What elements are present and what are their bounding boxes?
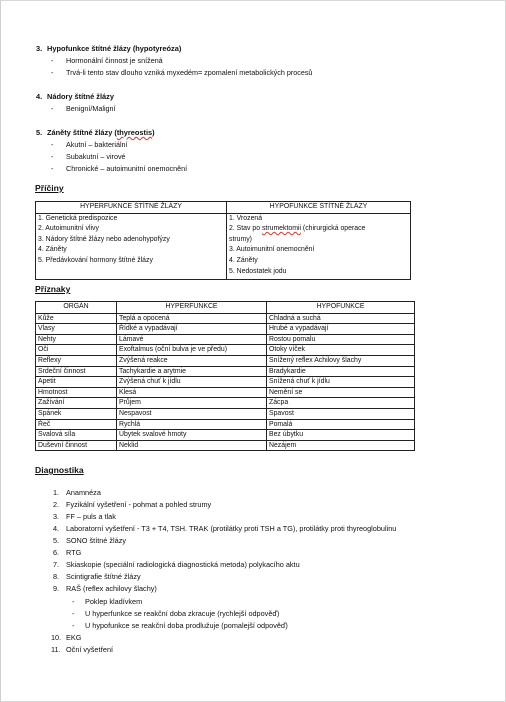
section-5-number: 5. (36, 128, 43, 137)
priznaky-hypo-cell: Otoky víček (267, 345, 415, 356)
priznaky-hypo-cell: Bradykardie (267, 366, 415, 377)
priznaky-hyper-cell: Úbytek svalové hmoty (117, 430, 267, 441)
priznaky-hyper-cell: Řídké a vypadávají (117, 324, 267, 335)
diagnostika-item-text: SONO štítné žlázy (66, 536, 127, 545)
priznaky-organ-cell: Duševní činnost (36, 440, 117, 451)
diagnostika-item-text: EKG (66, 633, 82, 642)
priznaky-hyper-cell: Nespavost (117, 408, 267, 419)
priznaky-hypo-cell: Pomalá (267, 419, 415, 430)
section-3-item-1: Hormonální činnost je snížená (66, 56, 163, 65)
priznaky-organ-cell: Spánek (36, 408, 117, 419)
diagnostika-item-number: 10. (51, 633, 62, 642)
priznaky-heading: Příznaky (35, 284, 71, 294)
priciny-col2-line: 3. Autoimunitní onemocnění (229, 246, 315, 254)
priznaky-hypo-cell: Snížený reflex Achilovy šlachy (267, 355, 415, 366)
priznaky-header-hypo: HYPOFUNKCE (267, 302, 415, 314)
dash-bullet: - (51, 164, 54, 173)
dash-bullet: - (72, 621, 75, 630)
section-3-item-2: Trvá-li tento stav dlouho vzniká myxedém= zpomalení metabolických procesů (66, 68, 313, 77)
diagnostika-item-number: 8. (53, 572, 60, 581)
diagnostika-subitem: Poklep kladívkem (85, 597, 143, 606)
diagnostika-item-number: 7. (53, 560, 60, 569)
priznaky-row (36, 430, 415, 441)
priznaky-hypo-cell: Zácpa (267, 398, 415, 409)
section-5-item-3: Chronické – autoimunitní onemocnění (66, 164, 188, 173)
priznaky-row (36, 334, 415, 345)
section-4-item-1: Benigní/Maligní (66, 104, 116, 113)
priciny-col1-line: 1. Genetická predispozice (38, 214, 118, 222)
priciny-col1-line: 4. Záněty (38, 246, 67, 254)
diagnostika-item-text: Fyzikální vyšetření - pohmat a pohled strumy (66, 500, 212, 509)
priznaky-row (36, 313, 415, 324)
priznaky-row (36, 398, 415, 409)
section-3-number: 3. (36, 44, 43, 53)
priznaky-row (36, 355, 415, 366)
priznaky-hyper-cell: Exoftalmus (oční bulva je ve předu) (117, 345, 267, 356)
priciny-col1-line: 5. Předávkování hormony štítné žlázy (38, 256, 153, 264)
priciny-col2-line: strumy) (229, 235, 252, 243)
section-5-title: Záněty štítné žlázy (thyreostis) (47, 128, 155, 137)
priznaky-hyper-cell: Teplá a opocená (117, 313, 267, 324)
priciny-col2-header: HYPOFUNKCE ŠTÍTNÉ ŽLÁZY (227, 202, 411, 214)
diagnostika-item-number: 2. (53, 500, 60, 509)
priznaky-hypo-cell: Bez úbytku (267, 430, 415, 441)
priznaky-hyper-cell: Průjem (117, 398, 267, 409)
priznaky-organ-cell: Kůže (36, 313, 117, 324)
diagnostika-item-number: 5. (53, 536, 60, 545)
priznaky-hyper-cell: Tachykardie a arytmie (117, 366, 267, 377)
diagnostika-item-number: 4. (53, 524, 60, 533)
priznaky-hypo-cell: Rostou pomalu (267, 334, 415, 345)
priznaky-hypo-cell: Spavost (267, 408, 415, 419)
dash-bullet: - (51, 68, 54, 77)
priznaky-hypo-cell: Nezájem (267, 440, 415, 451)
priznaky-hyper-cell: Zvýšená reakce (117, 355, 267, 366)
priznaky-organ-cell: Srdeční činnost (36, 366, 117, 377)
dash-bullet: - (51, 104, 54, 113)
diagnostika-item-text: Scintigrafie štítné žlázy (66, 572, 141, 581)
diagnostika-item-text: Anamnéza (66, 488, 101, 497)
priciny-col1-header: HYPERFUKNCE ŠTÍTNÉ ŽLÁZY (36, 202, 227, 214)
section-5-item-1: Akutní – bakteriální (66, 140, 128, 149)
priznaky-hyper-cell: Rychlá (117, 419, 267, 430)
diagnostika-item-text: RAŠ (reflex achilovy šlachy) (66, 584, 157, 593)
priznaky-organ-cell: Nehty (36, 334, 117, 345)
diagnostika-heading: Diagnostika (35, 465, 84, 475)
priznaky-organ-cell: Svalová síla (36, 430, 117, 441)
diagnostika-item-number: 6. (53, 548, 60, 557)
diagnostika-subitem: U hyperfunkce se reakční doba zkracuje (rychlejší odpověď) (85, 609, 280, 618)
diagnostika-item-number: 9. (53, 584, 60, 593)
dash-bullet: - (72, 609, 75, 618)
priznaky-organ-cell: Oči (36, 345, 117, 356)
priznaky-row (36, 366, 415, 377)
priznaky-row (36, 387, 415, 398)
priznaky-organ-cell: Hmotnost (36, 387, 117, 398)
priciny-col2-line: 5. Nedostatek jodu (229, 267, 287, 275)
dash-bullet: - (72, 597, 75, 606)
priznaky-row (36, 408, 415, 419)
diagnostika-subitem: U hypofunkce se reakční doba prodlužuje (pomalejší odpověď) (85, 621, 288, 630)
priznaky-row (36, 324, 415, 335)
priznaky-row (36, 419, 415, 430)
diagnostika-item-text: Laboratorní vyšetření - T3 + T4, TSH. TRAK (protilátky proti TSH a TG), protilátky proti thyreoglobulinu (66, 524, 397, 533)
priznaky-organ-cell: Zažívání (36, 398, 117, 409)
priznaky-hypo-cell: Snížená chuť k jídlu (267, 377, 415, 388)
priciny-col1-line: 2. Autoimunitní vlivy (38, 225, 99, 233)
priznaky-row (36, 440, 415, 451)
section-4-title: Nádory štítné žlázy (47, 92, 114, 101)
priznaky-organ-cell: Vlasy (36, 324, 117, 335)
priciny-col2-line: 1. Vrozená (229, 214, 263, 222)
section-4-number: 4. (36, 92, 43, 101)
priznaky-hypo-cell: Chladná a suchá (267, 313, 415, 324)
priciny-col2-cell (227, 213, 411, 279)
dash-bullet: - (51, 152, 54, 161)
priznaky-hyper-cell: Lámavé (117, 334, 267, 345)
priznaky-table (35, 301, 415, 451)
priznaky-header-organ: ORGÁN (36, 302, 117, 314)
priciny-col1-line: 3. Nádory štítné žlázy nebo adenohypofýzy (38, 235, 170, 243)
priciny-col2-line: 4. Záněty (229, 256, 258, 264)
diagnostika-item-number: 1. (53, 488, 60, 497)
diagnostika-item-text: Skiaskopie (speciální radiologická diagnostická metoda) polykacího aktu (66, 560, 300, 569)
priciny-col2-line: 2. Stav po strumektomii (chirurgická operace (229, 225, 366, 233)
priznaky-row (36, 345, 415, 356)
priciny-col1-cell (36, 213, 227, 279)
priznaky-organ-cell: Reflexy (36, 355, 117, 366)
diagnostika-item-number: 11. (51, 645, 61, 654)
priznaky-header-hyper: HYPERFUNKCE (117, 302, 267, 314)
diagnostika-item-text: FF – puls a tlak (66, 512, 116, 521)
priznaky-hyper-cell: Zvýšená chuť k jídlu (117, 377, 267, 388)
priznaky-organ-cell: Apetit (36, 377, 117, 388)
dash-bullet: - (51, 140, 54, 149)
priznaky-hyper-cell: Neklid (117, 440, 267, 451)
diagnostika-item-number: 3. (53, 512, 60, 521)
dash-bullet: - (51, 56, 54, 65)
priznaky-hyper-cell: Klesá (117, 387, 267, 398)
priznaky-row (36, 377, 415, 388)
diagnostika-item-text: Oční vyšetření (66, 645, 114, 654)
section-3-title: Hypofunkce štítné žlázy (hypotyreóza) (47, 44, 182, 53)
priznaky-hypo-cell: Hrubé a vypadávají (267, 324, 415, 335)
priznaky-hypo-cell: Nemění se (267, 387, 415, 398)
priciny-heading: Příčiny (35, 183, 64, 193)
priciny-table (35, 201, 411, 280)
priznaky-organ-cell: Řeč (36, 419, 117, 430)
diagnostika-item-text: RTG (66, 548, 82, 557)
section-5-item-2: Subakutní – virové (66, 152, 126, 161)
